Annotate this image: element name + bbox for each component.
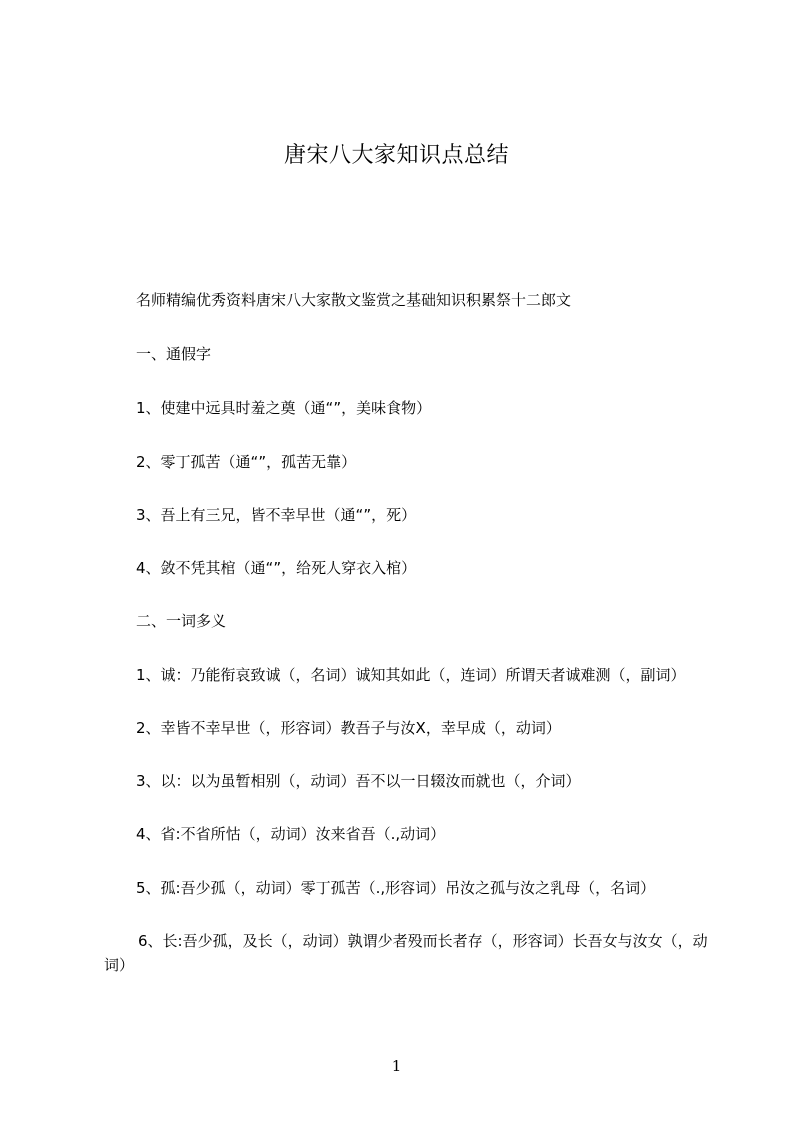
section-heading-tongjiazi: 一、通假字 [136, 345, 212, 363]
list-item: 2、零丁孤苦（通“”，孤苦无靠） [136, 453, 357, 471]
list-item: 4、敛不凭其棺（通“”，给死人穿衣入棺） [136, 559, 417, 577]
list-item: 3、吾上有三兄，皆不幸早世（通“”，死） [136, 506, 417, 524]
list-item: 4、省:不省所怙（，动词）汝来省吾（.,动词） [136, 825, 446, 843]
page-number: 1 [391, 1057, 402, 1075]
intro-line: 名师精编优秀资料唐宋八大家散文鉴赏之基础知识积累祭十二郎文 [136, 291, 572, 309]
section-heading-yiciduoyi: 二、一词多义 [136, 612, 227, 630]
list-item: 5、孤:吾少孤（，动词）零丁孤苦（.,形容词）吊汝之孤与汝之乳母（，名词） [136, 879, 656, 897]
list-item: 3、以：以为虽暂相别（，动词）吾不以一日辍汝而就也（，介词） [136, 772, 581, 790]
list-item-wrapped: 6、长:吾少孤，及长（，动词）孰谓少者殁而长者存（，形容词）长吾女与汝女（，动词） [104, 932, 708, 974]
list-item: 2、幸皆不幸早世（，形容词）教吾子与汝X，幸早成（，动词） [136, 719, 561, 737]
list-item: 1、使建中远具时羞之奠（通“”，美味食物） [136, 399, 432, 417]
list-item: 1、诚：乃能衔哀致诚（，名词）诚知其如此（，连词）所谓天者诚难测（，副词） [136, 666, 686, 684]
document-title: 唐宋八大家知识点总结 [283, 143, 509, 168]
